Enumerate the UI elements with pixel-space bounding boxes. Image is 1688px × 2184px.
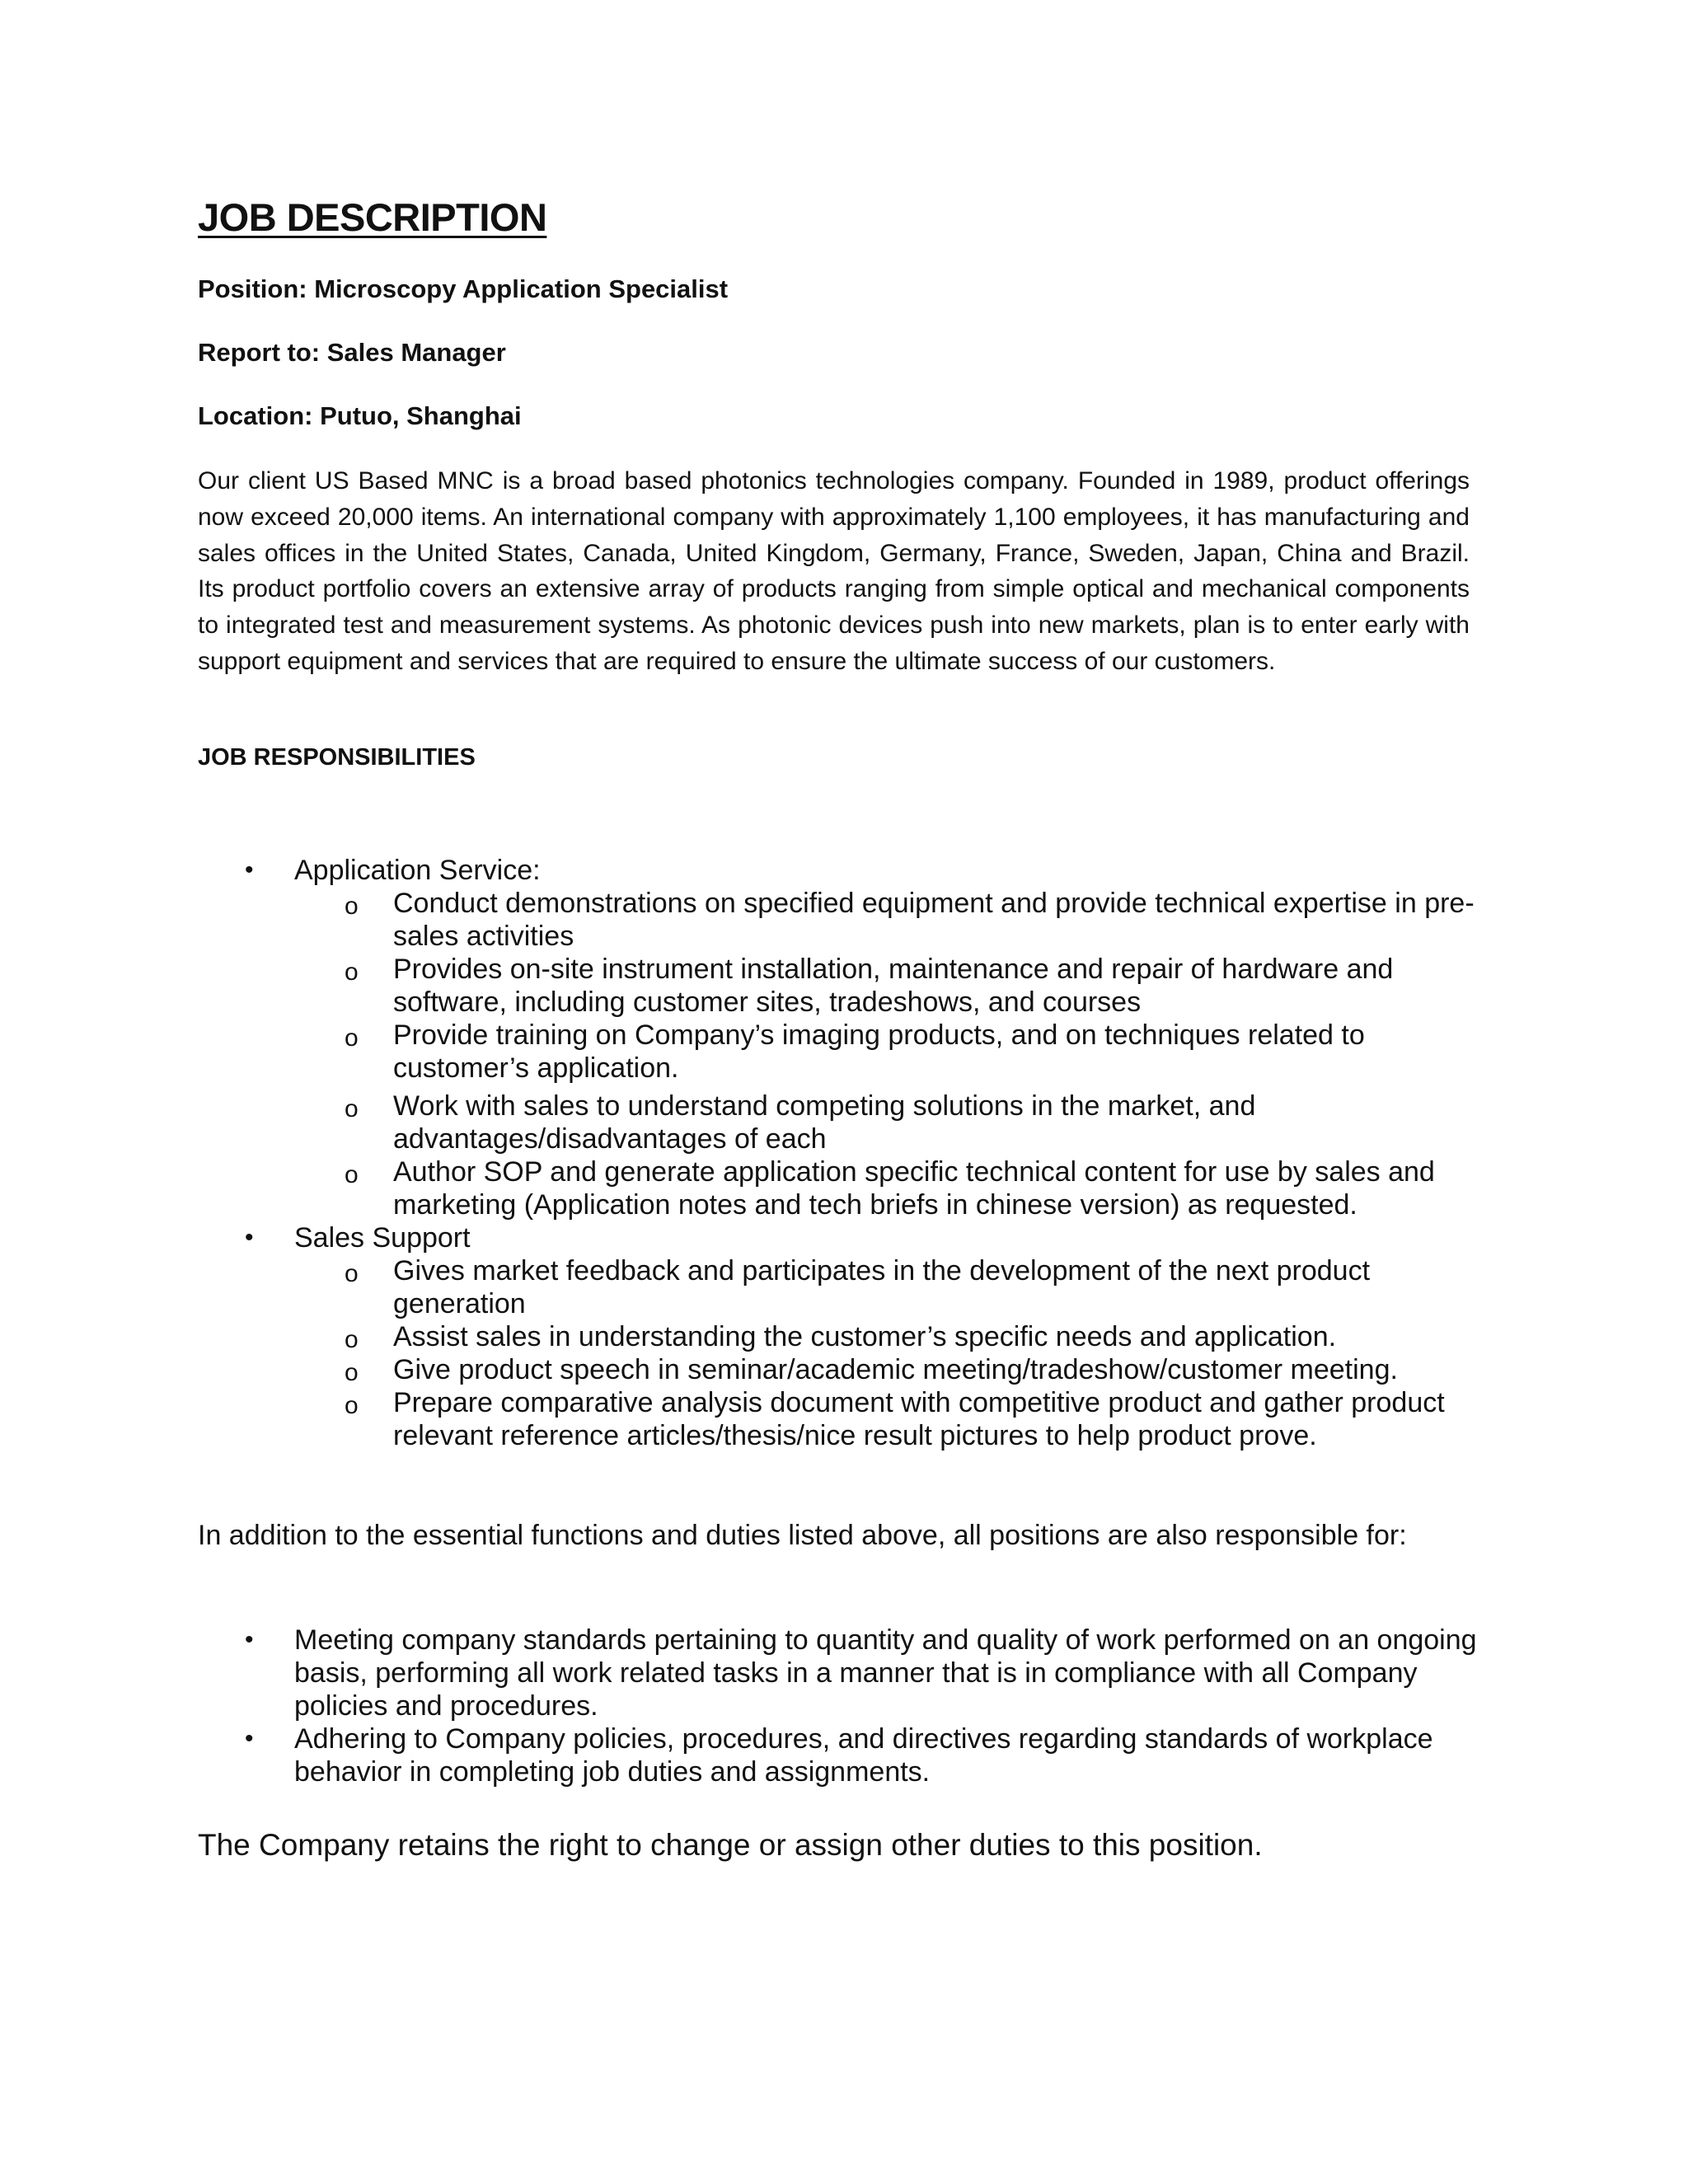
responsibility-category-label: Sales Support (294, 1222, 471, 1254)
responsibility-text: Work with sales to understand competing solutions in the market, and advantages/disadvantages of each (393, 1090, 1256, 1155)
list-item (198, 1019, 1484, 1085)
list-item (198, 953, 1484, 1019)
list-item (198, 1722, 1484, 1788)
responsibilities-heading: JOB RESPONSIBILITIES (198, 744, 476, 771)
list-item (198, 1090, 1484, 1155)
closing-statement: The Company retains the right to change or assign other duties to this position. (198, 1828, 1263, 1862)
responsibility-text: Assist sales in understanding the customer’s specific needs and application. (393, 1321, 1337, 1352)
list-item (198, 1155, 1484, 1221)
list-item (198, 1320, 1484, 1353)
responsibility-text: Conduct demonstrations on specified equipment and provide technical expertise in pre-sales activities (393, 888, 1475, 952)
sub-bullet-icon: o (345, 1260, 359, 1287)
bullet-icon: • (245, 1224, 254, 1251)
sub-bullet-icon: o (345, 1359, 359, 1386)
document-title: JOB DESCRIPTION (198, 195, 547, 239)
responsibility-text: Prepare comparative analysis document with competitive product and gather product relevant reference articles/thesis/nice result pictures to help product prove. (393, 1387, 1445, 1451)
position-line: Position: Microscopy Application Specialist (198, 274, 729, 303)
responsibility-category-label: Application Service: (294, 855, 541, 886)
list-item (198, 887, 1484, 953)
list-item (198, 1353, 1484, 1386)
general-duties-list (198, 1624, 1484, 1788)
list-item (198, 1624, 1484, 1722)
company-intro-paragraph: Our client US Based MNC is a broad based photonics technologies company. Founded in 1989, product offerings now exceed 20,000 items. An international company with approximately 1,100 employees, it has manufacturing and sales offices in the United States, Canada, United Kingdom, Germany, France, Sweden, Japan, China and Brazil. Its product portfolio covers an extensive array of products ranging from simple optical and mechanical components to integrated test and measurement systems. As photonic devices push into new markets, plan is to enter early with support equipment and services that are required to ensure the ultimate success of our customers. (198, 467, 1470, 675)
bullet-icon: • (245, 1725, 254, 1752)
duty-text: Meeting company standards pertaining to quantity and quality of work performed on an ongoing basis, performing all work related tasks in a manner that is in compliance with all Company policies and procedures. (294, 1624, 1477, 1722)
report-to-line: Report to: Sales Manager (198, 338, 506, 367)
sub-bullet-icon: o (345, 1161, 359, 1188)
list-item (198, 1386, 1484, 1452)
bullet-icon: • (245, 1626, 254, 1653)
bullet-icon: • (245, 856, 254, 883)
responsibility-text: Author SOP and generate application specific technical content for use by sales and marketing (Application notes and tech briefs in chinese version) as requested. (393, 1156, 1435, 1221)
sub-bullet-icon: o (345, 1392, 359, 1419)
sub-bullet-icon: o (345, 1024, 359, 1052)
responsibility-text: Give product speech in seminar/academic meeting/tradeshow/customer meeting. (393, 1354, 1398, 1385)
responsibility-text: Provides on-site instrument installation, maintenance and repair of hardware and software, including customer sites, tradeshows, and courses (393, 954, 1394, 1018)
additional-duties-intro: In addition to the essential functions and duties listed above, all positions are also responsible for: (198, 1520, 1407, 1551)
responsibility-text: Gives market feedback and participates in the development of the next product generation (393, 1255, 1371, 1319)
location-line: Location: Putuo, Shanghai (198, 401, 522, 430)
sub-bullet-icon: o (345, 893, 359, 920)
list-item (198, 1254, 1484, 1320)
duty-text: Adhering to Company policies, procedures, and directives regarding standards of workplace behavior in completing job duties and assignments. (294, 1723, 1433, 1788)
list-item (198, 854, 1484, 887)
list-item (198, 1221, 1484, 1254)
sub-bullet-icon: o (345, 958, 359, 986)
sub-bullet-icon: o (345, 1095, 359, 1122)
responsibilities-list (198, 854, 1484, 1452)
sub-bullet-icon: o (345, 1326, 359, 1353)
responsibility-text: Provide training on Company’s imaging products, and on techniques related to customer’s application. (393, 1019, 1365, 1084)
